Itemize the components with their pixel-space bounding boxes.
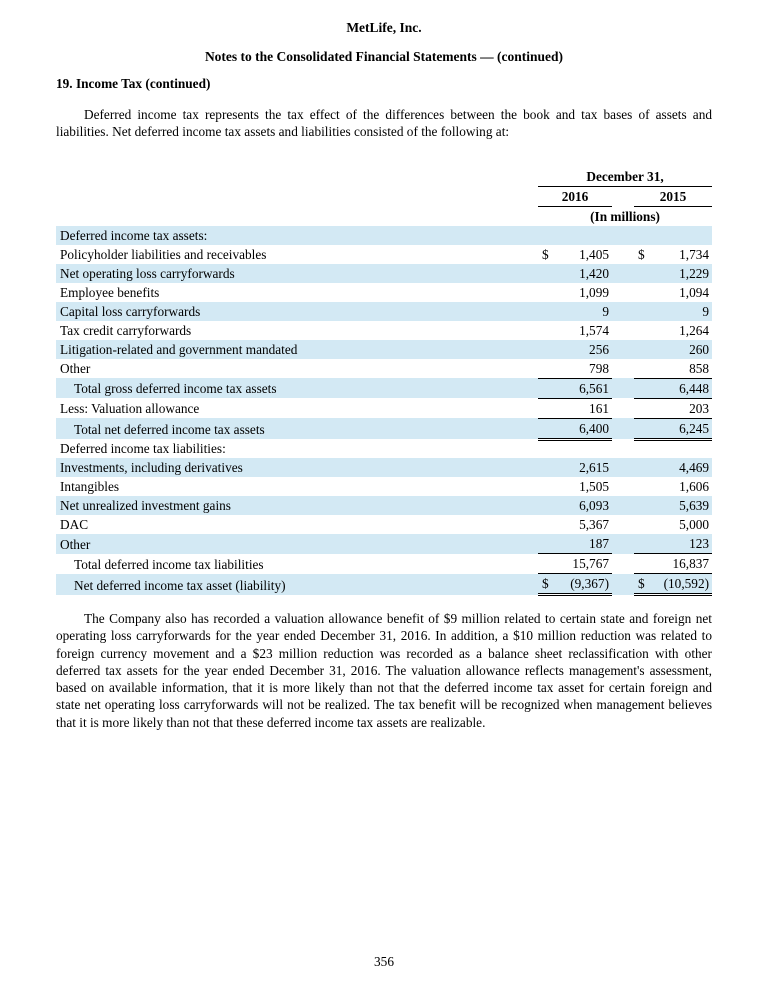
column-gap (612, 226, 634, 245)
dollar-sign-2016 (538, 226, 556, 245)
value-2015: 1,734 (679, 246, 710, 262)
value-2016: 6,561 (556, 378, 612, 398)
table-row (56, 321, 712, 340)
table-row (56, 458, 712, 477)
dollar-sign-2016 (538, 378, 556, 398)
column-gap (612, 378, 634, 398)
header-spacer (56, 186, 538, 206)
value-2016: 6,093 (556, 496, 612, 515)
column-gap (612, 458, 634, 477)
value-2015: 4,469 (652, 458, 712, 477)
table-row (56, 439, 712, 458)
row-label: Total gross deferred income tax assets (56, 378, 538, 398)
dollar-sign-2015 (634, 226, 652, 245)
value-2015: 1,229 (652, 264, 712, 283)
row-label: Capital loss carryforwards (56, 302, 538, 321)
value-2016: 1,420 (556, 264, 612, 283)
dollar-sign-2015 (634, 534, 652, 554)
column-gap (612, 264, 634, 283)
table-row (56, 378, 712, 398)
column-gap (612, 302, 634, 321)
column-gap (612, 359, 634, 379)
value-2015: 5,000 (679, 517, 710, 533)
value-2015: 1,264 (679, 322, 710, 338)
dollar-sign-2016 (538, 554, 556, 574)
value-2016: 5,367 (579, 517, 609, 533)
value-2015 (652, 226, 712, 245)
table-row (56, 418, 712, 439)
dollar-sign-2015 (634, 359, 652, 379)
section-heading: 19. Income Tax (continued) (56, 76, 211, 91)
dollar-sign-2015: $ (638, 246, 645, 262)
column-gap (612, 418, 634, 439)
value-2016: (9,367) (556, 574, 612, 595)
table-row (56, 359, 712, 379)
tax-table-body (56, 226, 712, 595)
dollar-sign-2015 (634, 439, 652, 458)
dollar-sign-2016: $ (538, 574, 556, 595)
value-2015: 5,639 (652, 496, 712, 515)
intro-paragraph: Deferred income tax represents the tax effect of the differences between the book and tax bases of assets and liabilities. Net deferred income tax assets and liabilities consisted of the following at: (56, 107, 712, 140)
row-label: Other (56, 534, 538, 554)
page-number: 356 (374, 954, 394, 969)
row-label: Litigation-related and government mandated (56, 340, 538, 359)
header-gap (612, 186, 634, 206)
value-2015: 16,837 (652, 554, 712, 574)
row-label: Intangibles (60, 479, 120, 495)
row-label: Less: Valuation allowance (60, 401, 200, 417)
column-gap (612, 477, 634, 496)
dollar-sign-2016 (538, 264, 556, 283)
header-spacer (56, 167, 538, 187)
dollar-sign-2015 (634, 340, 652, 359)
table-row (56, 226, 712, 245)
value-2016: 256 (556, 340, 612, 359)
row-label: Deferred income tax assets: (56, 226, 538, 245)
table-row (56, 477, 712, 496)
dollar-sign-2016 (538, 515, 556, 534)
column-gap (612, 439, 634, 458)
value-2016: 1,574 (579, 322, 609, 338)
value-2015: 858 (652, 359, 712, 379)
dollar-sign-2016 (538, 477, 556, 496)
value-2016: 187 (556, 534, 612, 554)
dollar-sign-2015 (634, 554, 652, 574)
header-date-group: December 31, (538, 167, 712, 187)
table-header (56, 167, 712, 226)
value-2016 (556, 439, 612, 458)
column-gap (612, 398, 634, 418)
dollar-sign-2015 (634, 458, 652, 477)
table-row (56, 534, 712, 554)
dollar-sign-2015: $ (634, 574, 652, 595)
header-year-2016: 2016 (538, 186, 612, 206)
row-label: Deferred income tax liabilities: (60, 441, 226, 457)
column-gap (612, 515, 634, 534)
closing-paragraph: The Company also has recorded a valuation allowance benefit of $9 million related to certain state and foreign net operating loss carryforwards for the year ended December 31, 2016. In addition, a $10 million reduction was related to foreign currency movement and a $23 million reduction was recorded as a balance sheet reclassification with other deferred tax assets for the year ended December 31, 2016. The valuation allowance reflects management's assessment, based on available information, that it is more likely than not that the deferred income tax asset for certain foreign and state net operating loss carryforwards will not be realized. The tax benefit will be recognized when management believes that it is more likely than not that these deferred income tax assets are realizable. (56, 611, 712, 730)
value-2016: 1,099 (579, 284, 609, 300)
value-2015: 203 (652, 398, 712, 418)
dollar-sign-2016 (538, 496, 556, 515)
dollar-sign-2016 (538, 439, 556, 458)
value-2015: (10,592) (652, 574, 712, 595)
value-2015: 9 (652, 302, 712, 321)
dollar-sign-2015 (634, 283, 652, 302)
column-gap (612, 245, 634, 264)
table-row (56, 398, 712, 418)
dollar-sign-2016 (538, 359, 556, 379)
value-2016 (556, 226, 612, 245)
document-subtitle: Notes to the Consolidated Financial Statements — (continued) (204, 49, 564, 64)
dollar-sign-2016: $ (542, 246, 549, 262)
column-gap (612, 283, 634, 302)
table-row (56, 245, 712, 264)
dollar-sign-2015 (634, 264, 652, 283)
dollar-sign-2016 (538, 398, 556, 418)
column-gap (612, 321, 634, 340)
column-gap (612, 534, 634, 554)
value-2016: 1,505 (579, 479, 609, 495)
column-gap (612, 496, 634, 515)
value-2016: 161 (556, 398, 612, 418)
row-label: Tax credit carryforwards (60, 322, 192, 338)
company-title: MetLife, Inc. (346, 20, 422, 35)
value-2016: 9 (556, 302, 612, 321)
value-2015: 260 (652, 340, 712, 359)
dollar-sign-2016 (538, 418, 556, 439)
deferred-tax-table (56, 167, 712, 597)
dollar-sign-2015 (634, 378, 652, 398)
value-2015: 1,094 (679, 284, 710, 300)
value-2015: 123 (652, 534, 712, 554)
header-group-row (56, 167, 712, 187)
value-2015 (652, 439, 712, 458)
dollar-sign-2016 (538, 321, 556, 340)
row-label: Net unrealized investment gains (56, 496, 538, 515)
table-row (56, 515, 712, 534)
table-row (56, 496, 712, 515)
dollar-sign-2016 (538, 283, 556, 302)
value-2015: 6,448 (652, 378, 712, 398)
dollar-sign-2015 (634, 477, 652, 496)
dollar-sign-2015 (634, 515, 652, 534)
header-units: (In millions) (590, 208, 660, 224)
row-label: Total deferred income tax liabilities (74, 556, 264, 572)
table-row (56, 574, 712, 595)
dollar-sign-2015 (634, 418, 652, 439)
dollar-sign-2016 (538, 534, 556, 554)
value-2016: 798 (556, 359, 612, 379)
value-2016: 15,767 (556, 554, 612, 574)
dollar-sign-2016 (538, 458, 556, 477)
row-label: Employee benefits (60, 284, 160, 300)
header-years-row (56, 186, 712, 206)
value-2016: 1,405 (579, 246, 609, 262)
dollar-sign-2015 (634, 321, 652, 340)
row-label: Policyholder liabilities and receivables (60, 246, 267, 262)
row-label: Net deferred income tax asset (liability) (56, 574, 538, 595)
value-2015: 6,245 (652, 418, 712, 439)
column-gap (612, 574, 634, 595)
row-label: Total net deferred income tax assets (56, 418, 538, 439)
dollar-sign-2016 (538, 302, 556, 321)
table-row (56, 302, 712, 321)
header-units-row (56, 206, 712, 226)
table-row (56, 283, 712, 302)
value-2016: 6,400 (556, 418, 612, 439)
dollar-sign-2015 (634, 398, 652, 418)
header-year-2015: 2015 (634, 186, 712, 206)
header-spacer (56, 206, 538, 226)
column-gap (612, 340, 634, 359)
value-2016: 2,615 (556, 458, 612, 477)
value-2015: 1,606 (679, 479, 710, 495)
dollar-sign-2015 (634, 302, 652, 321)
dollar-sign-2016 (538, 340, 556, 359)
row-label: Investments, including derivatives (56, 458, 538, 477)
row-label: Other (60, 361, 91, 377)
table-row (56, 264, 712, 283)
dollar-sign-2015 (634, 496, 652, 515)
row-label: Net operating loss carryforwards (56, 264, 538, 283)
row-label: DAC (60, 517, 89, 533)
column-gap (612, 554, 634, 574)
table-row (56, 554, 712, 574)
table-row (56, 340, 712, 359)
